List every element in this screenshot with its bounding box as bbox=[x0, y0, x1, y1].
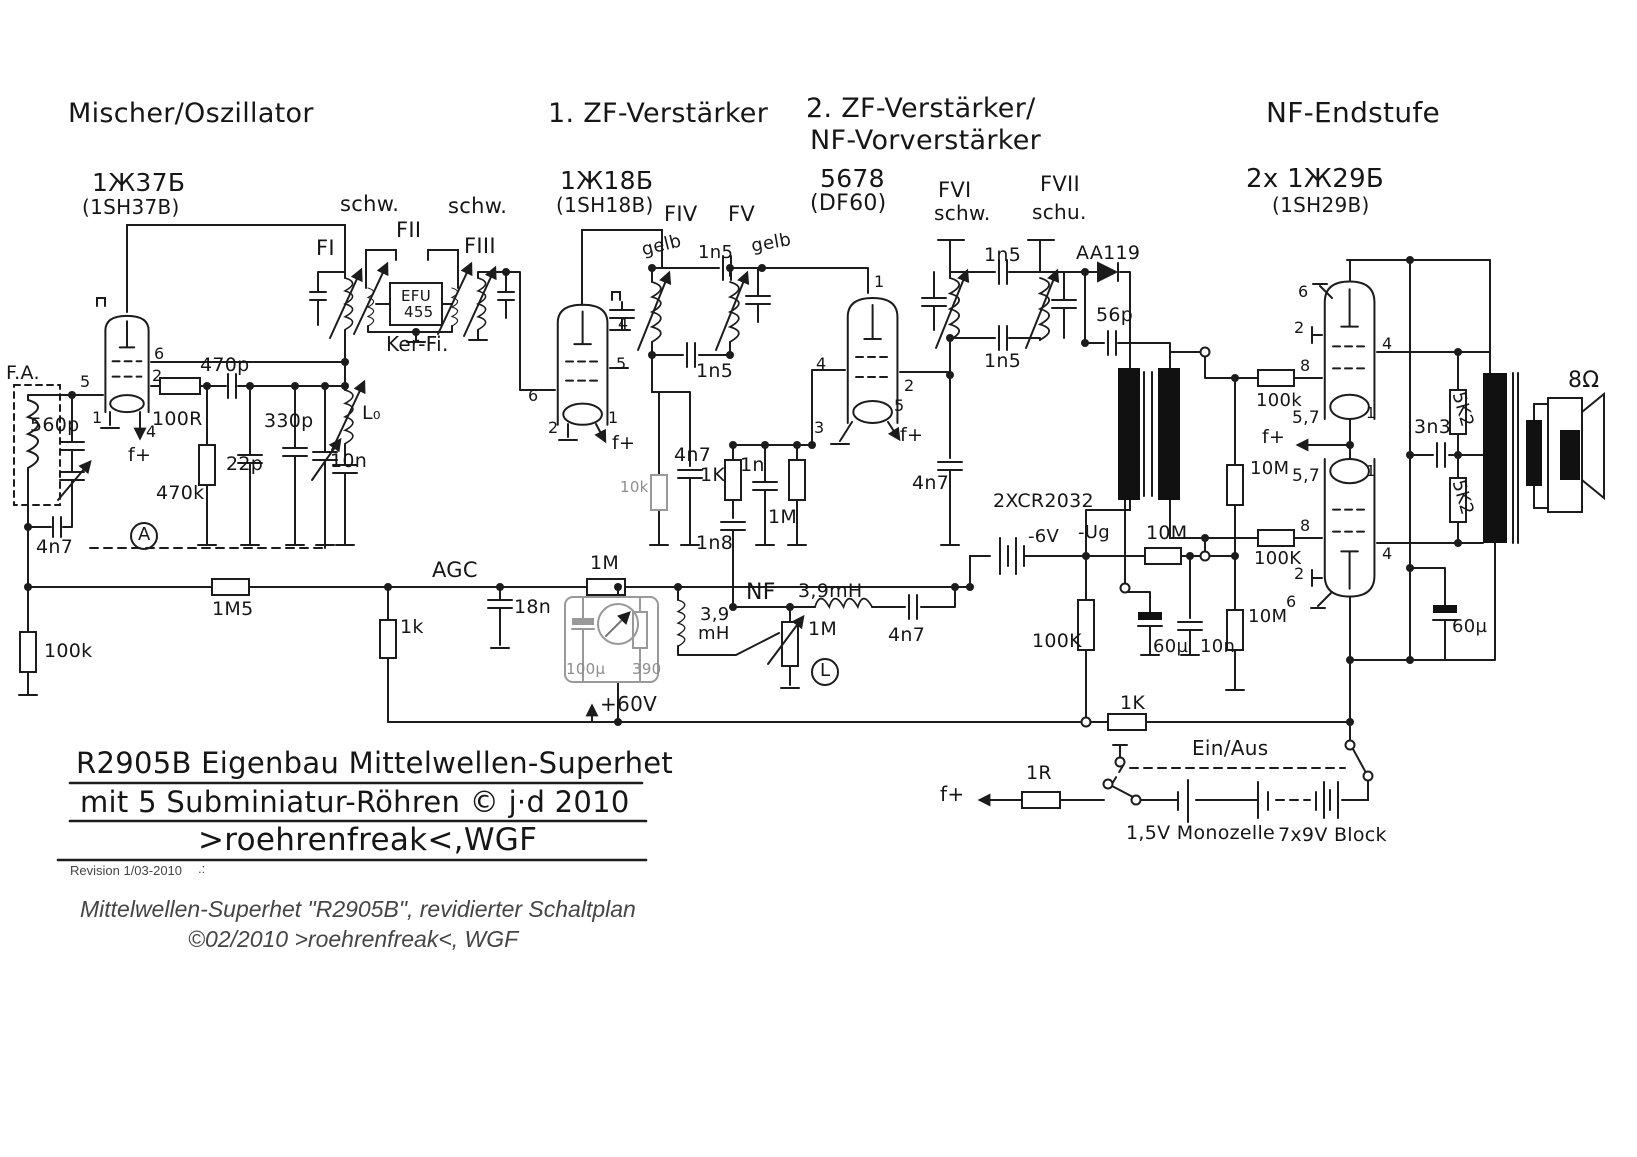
label-gelb-1: gelb bbox=[639, 230, 684, 261]
res-100r: 100R bbox=[152, 408, 203, 430]
cap-1n5-b: 1n5 bbox=[696, 360, 734, 382]
coil-l0: L₀ bbox=[362, 402, 381, 424]
pin-6-t1: 6 bbox=[154, 344, 165, 363]
cap-1n5-c: 1n5 bbox=[984, 244, 1022, 266]
pin-2-t4: 2 bbox=[1294, 318, 1305, 337]
cap-470p: 470p bbox=[200, 354, 250, 376]
pin-1-t2: 1 bbox=[608, 408, 619, 427]
battery-9v-block: 7x9V Block bbox=[1278, 824, 1387, 846]
pot-1m: 1M bbox=[808, 618, 838, 640]
label-fplus-4: f+ bbox=[1262, 426, 1286, 448]
label-schw-1: schw. bbox=[340, 192, 400, 216]
tube3-alt: (DF60) bbox=[810, 191, 887, 216]
efu-line2: 455 bbox=[404, 303, 434, 321]
filter-f4: FIV bbox=[664, 202, 698, 226]
pin-2-t2: 2 bbox=[548, 418, 559, 437]
res-1k-left: 1k bbox=[400, 616, 424, 638]
meter-a-letter: A bbox=[138, 524, 151, 545]
label-schw-2: schw. bbox=[448, 194, 508, 218]
cap-10n-b: 10n bbox=[1200, 636, 1236, 657]
section-title-zf1: 1. ZF-Verstärker bbox=[548, 98, 769, 129]
cap-4n7-b: 4n7 bbox=[674, 444, 712, 466]
label-schw-3: schw. bbox=[934, 201, 991, 225]
pin-4-t2: 4 bbox=[618, 314, 629, 333]
tube4-name: 2x 1Ж29Б bbox=[1246, 164, 1385, 194]
cap-18n: 18n bbox=[514, 596, 552, 618]
section-title-nf: NF-Endstufe bbox=[1266, 96, 1441, 129]
res-10m-u: 10M bbox=[1250, 458, 1290, 479]
label-fa: F.A. bbox=[6, 362, 40, 384]
pin-2-t5: 2 bbox=[1294, 564, 1305, 583]
pin-5-t3: 5 bbox=[894, 396, 905, 415]
cap-56p: 56p bbox=[1096, 304, 1134, 326]
cap-1n5-a: 1n5 bbox=[698, 242, 734, 263]
cap-100u: 100µ bbox=[566, 660, 606, 678]
section-title-zf2-line2: NF-Vorverstärker bbox=[810, 125, 1042, 156]
cap-330p: 330p bbox=[264, 410, 314, 432]
pin-2-t1: 2 bbox=[152, 366, 163, 385]
label-nf: NF bbox=[746, 580, 776, 605]
cap-60u-b: 60µ bbox=[1452, 616, 1488, 637]
res-1m5: 1M5 bbox=[212, 598, 254, 620]
title-line3: >roehrenfreak<,WGF bbox=[198, 822, 538, 858]
cap-560p: 560p bbox=[30, 414, 80, 436]
speaker-8ohm: 8Ω bbox=[1568, 368, 1600, 393]
label-agc: AGC bbox=[432, 558, 478, 582]
cap-10n-a: 10n bbox=[330, 450, 368, 472]
cap-100u-plate bbox=[572, 618, 594, 625]
cap-4n7-d: 4n7 bbox=[912, 472, 950, 494]
res-10m-l: 10M bbox=[1248, 606, 1288, 627]
label-fplus-5: f+ bbox=[940, 782, 965, 806]
choke-39mh-v-line1: 3,9 bbox=[700, 604, 730, 625]
res-5k2-b: 5K2 bbox=[1447, 477, 1478, 518]
pin-3-t3: 3 bbox=[814, 418, 825, 437]
choke-39mh-h: 3,9mH bbox=[798, 580, 863, 602]
filter-f2: FII bbox=[396, 218, 422, 242]
diode-aa119: AA119 bbox=[1076, 242, 1141, 264]
efu-line1: EFU bbox=[401, 287, 431, 305]
label-gelb-2: gelb bbox=[749, 229, 793, 257]
label-einaus: Ein/Aus bbox=[1192, 736, 1269, 760]
label-fplus-1: f+ bbox=[128, 444, 152, 466]
cap-22p: 22p bbox=[226, 453, 264, 475]
diode-aa119-symbol bbox=[1098, 263, 1116, 281]
title-line2: mit 5 Subminiatur-Röhren © j·d 2010 bbox=[80, 785, 630, 819]
meter-needle bbox=[606, 613, 629, 636]
section-title-mischer: Mischer/Oszillator bbox=[68, 98, 314, 129]
res-1k-a: 1K bbox=[700, 464, 726, 486]
arrow-fplus-t3 bbox=[888, 422, 899, 439]
pin-1-t3: 1 bbox=[874, 272, 885, 291]
pin-1-t1: 1 bbox=[92, 408, 103, 427]
label-ug: -Ug bbox=[1078, 522, 1110, 543]
res-1r: 1R bbox=[1026, 762, 1052, 784]
cap-1n8: 1n8 bbox=[696, 532, 734, 554]
pin-4-t1: 4 bbox=[146, 422, 157, 441]
label-fplus-3: f+ bbox=[900, 424, 924, 446]
cap-4n7-c: 4n7 bbox=[888, 624, 926, 646]
revision-mark: .: bbox=[198, 861, 206, 876]
res-100k-bias: 100K bbox=[1032, 630, 1082, 652]
speaker-cone bbox=[1582, 394, 1604, 498]
label-minus6v: -6V bbox=[1028, 526, 1060, 547]
label-60v: +60V bbox=[600, 692, 658, 716]
res-1m-a: 1M bbox=[768, 506, 798, 528]
cap-1n5-d: 1n5 bbox=[984, 350, 1022, 372]
pin-6-t5: 6 bbox=[1286, 592, 1297, 611]
pin-5-t2: 5 bbox=[616, 354, 627, 373]
cap-4n7-a: 4n7 bbox=[36, 536, 74, 558]
res-100k-l: 100K bbox=[1254, 548, 1302, 569]
battery-cr2032: 2XCR2032 bbox=[993, 490, 1094, 512]
junction-dots bbox=[24, 256, 1462, 726]
pin-5-t1: 5 bbox=[80, 372, 91, 391]
tube4-alt: (1SH29B) bbox=[1272, 193, 1370, 217]
filter-f7: FVII bbox=[1040, 172, 1081, 196]
pin-2-t3: 2 bbox=[904, 376, 915, 395]
revision-note: Revision 1/03-2010 bbox=[70, 863, 183, 878]
tube3-name: 5678 bbox=[820, 164, 885, 193]
res-1k-bus: 1K bbox=[1120, 692, 1146, 714]
section-title-zf2-line1: 2. ZF-Verstärker/ bbox=[806, 93, 1036, 124]
caption-line2: ©02/2010 >roehrenfreak<, WGF bbox=[188, 926, 519, 952]
title-line1: R2905B Eigenbau Mittelwellen-Superhet bbox=[76, 746, 674, 780]
arrow-l0 bbox=[332, 382, 364, 450]
res-1m-agc: 1M bbox=[590, 552, 620, 574]
tube2-alt: (1SH18B) bbox=[556, 193, 654, 217]
res-100k-u: 100k bbox=[1256, 390, 1302, 411]
res-5k2-a: 5K2 bbox=[1447, 389, 1478, 430]
battery-monozelle: 1,5V Monozelle bbox=[1126, 822, 1276, 844]
choke-39mh-v-line2: mH bbox=[698, 623, 730, 644]
label-57-a: 5,7 bbox=[1292, 408, 1320, 428]
pin-4-t5: 4 bbox=[1382, 544, 1393, 563]
filter-f6: FVI bbox=[938, 178, 972, 202]
pin-8-t4: 8 bbox=[1300, 356, 1311, 375]
label-57-b: 5,7 bbox=[1292, 466, 1320, 486]
meter-l-letter: L bbox=[820, 660, 831, 681]
cap-60u-a: 60µ bbox=[1153, 636, 1189, 657]
cap-1n: 1n bbox=[740, 454, 765, 476]
tube2-name: 1Ж18Б bbox=[560, 166, 654, 195]
pin-4-t3: 4 bbox=[816, 354, 827, 373]
pin-1-t4: 1 bbox=[1366, 404, 1376, 422]
res-100k-a: 100k bbox=[44, 640, 93, 662]
res-390: 390 bbox=[632, 660, 662, 678]
res-470k: 470k bbox=[156, 482, 205, 504]
caption-line1: Mittelwellen-Superhet "R2905B", revidierter Schaltplan bbox=[80, 896, 636, 922]
coils bbox=[28, 278, 1049, 646]
filter-f3: FIII bbox=[464, 234, 496, 258]
arrow-fplus-t2 bbox=[596, 424, 605, 441]
pin-6-t4: 6 bbox=[1298, 282, 1309, 301]
label-kerfi: Ker-Fi. bbox=[386, 332, 449, 356]
pin-4-t4: 4 bbox=[1382, 334, 1393, 353]
cap-3n3: 3n3 bbox=[1414, 416, 1452, 438]
label-fplus-2: f+ bbox=[612, 432, 636, 454]
driver-core-lines bbox=[1144, 372, 1152, 496]
pin-1-t5: 1 bbox=[1366, 462, 1376, 480]
res-10m-h: 10M bbox=[1146, 522, 1188, 544]
pin-8-t5: 8 bbox=[1300, 516, 1311, 535]
filter-f1: FI bbox=[316, 236, 335, 260]
res-10k: 10k bbox=[620, 478, 649, 496]
tube1-name: 1Ж37Б bbox=[92, 168, 186, 197]
filter-f5: FV bbox=[728, 202, 756, 226]
pin-6-t2: 6 bbox=[528, 386, 539, 405]
tube1-alt: (1SH37B) bbox=[82, 195, 180, 219]
label-schu: schu. bbox=[1032, 200, 1087, 224]
